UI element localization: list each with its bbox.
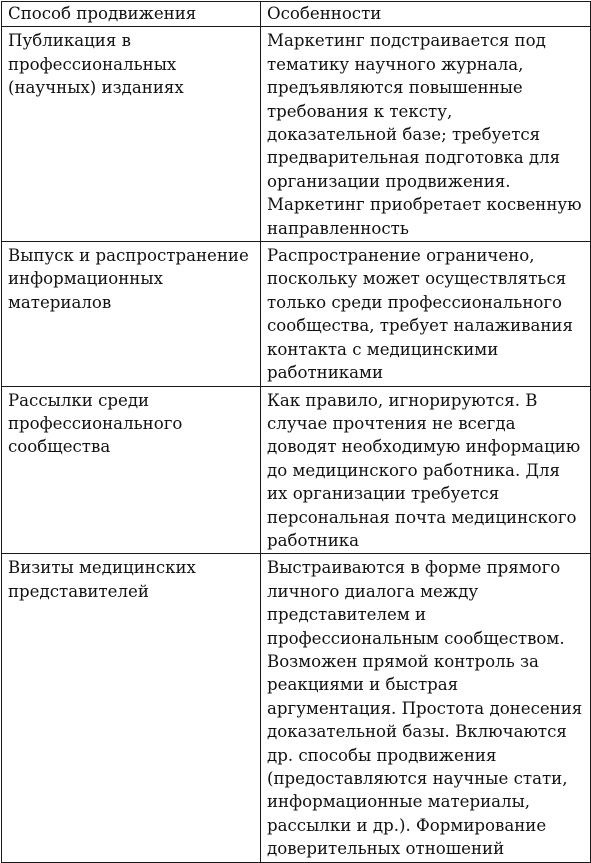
table-row bbox=[2, 242, 591, 386]
promotion-methods-table bbox=[1, 1, 591, 863]
features-text: Как правило, игнорируются. В случае прочтения не всегда доводят необходимую информацию до медицинского работника. Для их организации требуется персональная почта медицинского работника bbox=[267, 390, 581, 550]
column-header-method: Способ продвижения bbox=[2, 2, 261, 27]
method-cell bbox=[2, 27, 261, 242]
table-row bbox=[2, 27, 591, 242]
features-text: Выстраиваются в форме прямого личного диалога между представителем и профессиональным сообществом. Возможен прямой контроль за реакциями и быстрая аргументация. Простота донесения доказательной базы. Включаются др. способы продвижения (предоставляются научные стати, информационные материалы, рассылки и др.). Формирование доверительных отношений bbox=[267, 558, 583, 859]
table-row bbox=[2, 554, 591, 862]
column-header-features: Особенности bbox=[261, 2, 591, 27]
method-cell bbox=[2, 554, 261, 862]
method-text: Рассылки среди профессионального сообщества bbox=[8, 390, 183, 457]
method-text: Публикация в профессиональных (научных) изданиях bbox=[8, 31, 184, 98]
table-row bbox=[2, 386, 591, 554]
method-cell bbox=[2, 242, 261, 386]
method-cell bbox=[2, 386, 261, 554]
method-text: Выпуск и распространение информационных материалов bbox=[8, 246, 249, 312]
features-text: Распространение ограничено, поскольку может осуществляться только среди профессионального сообщества, требует налаживания контакта с медицинскими работниками bbox=[267, 246, 573, 383]
table-header-row bbox=[2, 2, 591, 27]
features-cell bbox=[261, 242, 591, 386]
features-cell bbox=[261, 554, 591, 862]
method-text: Визиты медицинских представителей bbox=[8, 558, 196, 601]
features-cell bbox=[261, 27, 591, 242]
features-text: Маркетинг подстраивается под тематику научного журнала, предъявляются повышенные требования к тексту, доказательной базе; требуется предварительная подготовка для организации продвижения. Маркетинг приобретает косвенную направленность bbox=[267, 31, 582, 238]
features-cell bbox=[261, 386, 591, 554]
